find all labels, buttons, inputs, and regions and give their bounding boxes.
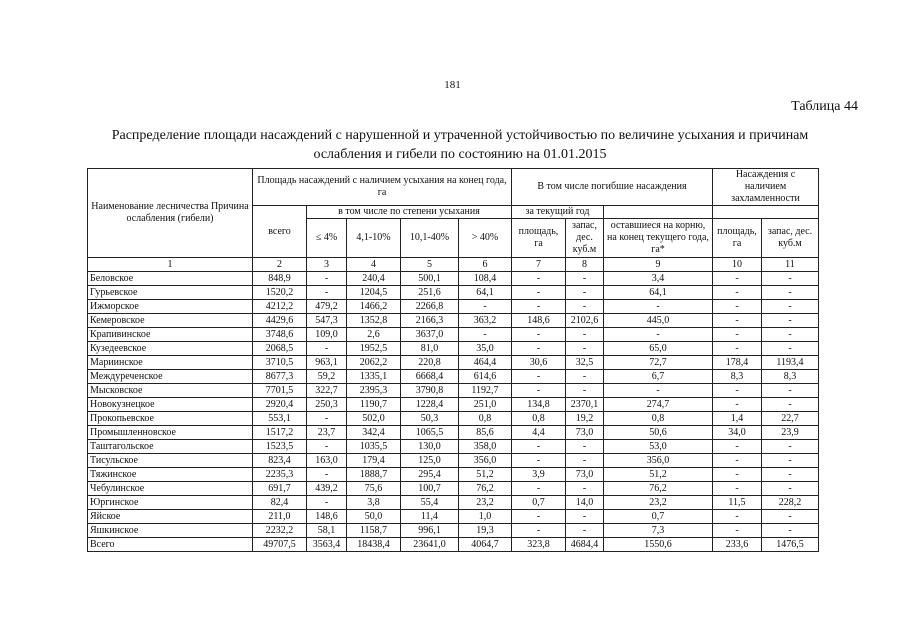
table-cell: 322,7 [307,384,347,398]
table-cell: 179,4 [347,454,401,468]
table-cell: - [713,468,762,482]
table-cell: - [762,398,819,412]
table-cell: 211,0 [253,510,307,524]
forestry-name: Новокузнецкое [88,398,253,412]
table-cell: 2235,3 [253,468,307,482]
table-cell: - [512,342,566,356]
table-cell: 1190,7 [347,398,401,412]
table-cell: 1520,2 [253,286,307,300]
header-litter-empty [713,206,819,219]
table-cell: 35,0 [459,342,512,356]
table-cell: 1466,2 [347,300,401,314]
table-cell: 59,2 [307,370,347,384]
table-cell: 22,7 [762,412,819,426]
table-cell: 479,2 [307,300,347,314]
table-cell: - [713,510,762,524]
forestry-name: Юргинское [88,496,253,510]
table-cell: 2920,4 [253,398,307,412]
header-by-degree: в том числе по степени усыхания [307,206,512,219]
header-dead-stock: запас, дес. куб.м [566,219,604,258]
table-cell: - [713,524,762,538]
table-cell: 1476,5 [762,538,819,552]
table-cell: - [307,440,347,454]
table-cell: 996,1 [401,524,459,538]
table-cell: 49707,5 [253,538,307,552]
forestry-name: Междуреченское [88,370,253,384]
table-row [88,426,819,440]
table-cell: 50,6 [604,426,713,440]
table-cell: - [566,272,604,286]
table-cell: 73,0 [566,468,604,482]
table-cell: - [566,370,604,384]
forestry-name: Мысковское [88,384,253,398]
table-row [88,510,819,524]
table-cell: - [566,510,604,524]
table-row [88,496,819,510]
table-cell: - [307,272,347,286]
table-cell: 125,0 [401,454,459,468]
table-cell: 1523,5 [253,440,307,454]
table-cell: - [459,300,512,314]
column-number: 6 [459,258,512,272]
table-cell: - [762,454,819,468]
table-cell: 0,7 [512,496,566,510]
table-cell: - [307,286,347,300]
table-cell: 1550,6 [604,538,713,552]
forestry-name: Тисульское [88,454,253,468]
table-cell: 691,7 [253,482,307,496]
table-body [88,258,819,552]
table-cell: - [762,314,819,328]
forestry-name: Кемеровское [88,314,253,328]
table-cell: 1952,5 [347,342,401,356]
column-number: 10 [713,258,762,272]
table-cell: - [604,384,713,398]
table-cell: 100,7 [401,482,459,496]
table-cell: - [566,384,604,398]
table-cell: - [604,328,713,342]
table-cell: - [762,524,819,538]
forestry-name: Тяжинское [88,468,253,482]
table-cell: 65,0 [604,342,713,356]
table-cell: - [566,342,604,356]
table-cell: 76,2 [604,482,713,496]
table-cell: 3637,0 [401,328,459,342]
table-cell: - [713,440,762,454]
table-row [88,342,819,356]
table-cell: - [713,314,762,328]
forestry-name: Промышленновское [88,426,253,440]
table-cell: - [713,384,762,398]
table-row [88,328,819,342]
table-cell: 1192,7 [459,384,512,398]
table-cell: 358,0 [459,440,512,454]
table-cell: 7701,5 [253,384,307,398]
header-degree-4: > 40% [459,219,512,258]
table-cell: 2062,2 [347,356,401,370]
table-cell: 2395,3 [347,384,401,398]
table-cell: 34,0 [713,426,762,440]
table-cell: 2102,6 [566,314,604,328]
table-cell: 3790,8 [401,384,459,398]
table-cell: 50,0 [347,510,401,524]
table-cell: 1,0 [459,510,512,524]
table-cell: 23,2 [604,496,713,510]
table-cell: 240,4 [347,272,401,286]
table-cell: 2266,8 [401,300,459,314]
table-cell: - [459,328,512,342]
table-label: Таблица 44 [791,99,858,114]
table-row [88,314,819,328]
table-cell: - [713,286,762,300]
table-row [88,272,819,286]
table-cell: 1158,7 [347,524,401,538]
table-cell: 4212,2 [253,300,307,314]
column-number: 1 [88,258,253,272]
forestry-name: Чебулинское [88,482,253,496]
table-cell: 963,1 [307,356,347,370]
table-cell: 108,4 [459,272,512,286]
forestry-name: Таштагольское [88,440,253,454]
table-cell: - [762,510,819,524]
table-cell: 64,1 [604,286,713,300]
table-row [88,370,819,384]
table-cell: 1335,1 [347,370,401,384]
table-cell: 4,4 [512,426,566,440]
table-cell: 19,3 [459,524,512,538]
table-cell: - [713,454,762,468]
table-cell: 64,1 [459,286,512,300]
table-cell: 75,6 [347,482,401,496]
table-cell: 81,0 [401,342,459,356]
table-cell: 323,8 [512,538,566,552]
table-cell: 73,0 [566,426,604,440]
header-total: всего [253,206,307,258]
table-cell: 274,7 [604,398,713,412]
table-cell: 614,6 [459,370,512,384]
header-litter-area: площадь, га [713,219,762,258]
table-cell: - [512,454,566,468]
table-cell: 51,2 [604,468,713,482]
table-cell: - [566,524,604,538]
table-cell: 30,6 [512,356,566,370]
table-cell: 53,0 [604,440,713,454]
table-cell: - [512,370,566,384]
table-cell: 11,4 [401,510,459,524]
table-cell: 3,8 [347,496,401,510]
table-cell: 228,2 [762,496,819,510]
table-cell: 233,6 [713,538,762,552]
table-cell: - [713,300,762,314]
header-name-column: Наименование лесничества Причина ослабления (гибели) [88,169,253,258]
column-number: 8 [566,258,604,272]
table-cell: 4064,7 [459,538,512,552]
column-number: 9 [604,258,713,272]
header-litter-group: Насаждения с наличием захламленности [713,169,819,206]
table-cell: 464,4 [459,356,512,370]
column-number: 5 [401,258,459,272]
forestry-name: Яйское [88,510,253,524]
table-row [88,300,819,314]
table-cell: 23641,0 [401,538,459,552]
table-cell: - [713,342,762,356]
table-cell: 8,3 [762,370,819,384]
table-cell: 1,4 [713,412,762,426]
table-cell: 2068,5 [253,342,307,356]
table-cell: 356,0 [459,454,512,468]
table-cell: 7,3 [604,524,713,538]
table-cell: 220,8 [401,356,459,370]
table-cell: - [512,272,566,286]
table-cell: 0,8 [512,412,566,426]
total-row [88,538,819,552]
table-cell: 356,0 [604,454,713,468]
header-degree-2: 4,1-10% [347,219,401,258]
table-cell: - [307,468,347,482]
table-cell: - [713,398,762,412]
table-cell: 2232,2 [253,524,307,538]
table-row [88,440,819,454]
table-cell: - [512,286,566,300]
table-cell: - [762,482,819,496]
table-cell: 4684,4 [566,538,604,552]
table-cell: - [566,440,604,454]
table-cell: - [566,328,604,342]
table-cell: - [762,440,819,454]
table-cell: 23,9 [762,426,819,440]
table-cell: - [512,328,566,342]
table-cell: 823,4 [253,454,307,468]
table-row [88,356,819,370]
table-row [88,412,819,426]
table-cell: - [512,384,566,398]
page-number: 181 [444,79,461,91]
table-cell: - [762,272,819,286]
table-cell: 1204,5 [347,286,401,300]
table-cell: 51,2 [459,468,512,482]
table-cell: - [762,300,819,314]
forestry-name: Гурьевское [88,286,253,300]
forest-damage-table [87,168,819,552]
table-row [88,398,819,412]
table-cell: - [762,342,819,356]
table-cell: - [762,468,819,482]
table-cell: 148,6 [512,314,566,328]
forestry-name: Мариинское [88,356,253,370]
table-cell: 178,4 [713,356,762,370]
header-degree-3: 10,1-40% [401,219,459,258]
table-cell: - [713,482,762,496]
table-cell: 18438,4 [347,538,401,552]
table-cell: 11,5 [713,496,762,510]
header-area-group: Площадь насаждений с наличием усыхания на конец года, га [253,169,512,206]
table-cell: 3563,4 [307,538,347,552]
table-cell: 439,2 [307,482,347,496]
header-degree-1: ≤ 4% [307,219,347,258]
table-cell: 8,3 [713,370,762,384]
table-cell: - [762,286,819,300]
table-cell: 500,1 [401,272,459,286]
forestry-name: Кузедеевское [88,342,253,356]
table-cell: 2166,3 [401,314,459,328]
table-cell: 130,0 [401,440,459,454]
table-cell: - [512,440,566,454]
table-cell: - [307,342,347,356]
header-litter-stock: запас, дес. куб.м [762,219,819,258]
table-row [88,384,819,398]
table-cell: 251,6 [401,286,459,300]
column-number: 3 [307,258,347,272]
table-cell: 23,7 [307,426,347,440]
table-cell: - [566,286,604,300]
forestry-name: Всего [88,538,253,552]
table-cell: 445,0 [604,314,713,328]
table-cell: 76,2 [459,482,512,496]
column-number: 4 [347,258,401,272]
table-cell: - [512,524,566,538]
forestry-name: Прокопьевское [88,412,253,426]
table-cell: - [604,300,713,314]
table-cell: 3,4 [604,272,713,286]
header-dead-area: площадь, га [512,219,566,258]
table-cell: 1228,4 [401,398,459,412]
table-cell: - [512,510,566,524]
table-cell: - [307,412,347,426]
header-current-year: за текущий год [512,206,604,219]
column-number-row [88,258,819,272]
table-cell: 8677,3 [253,370,307,384]
table-cell: 848,9 [253,272,307,286]
table-cell: - [566,482,604,496]
table-cell: 250,3 [307,398,347,412]
table-cell: 4429,6 [253,314,307,328]
table-cell: 0,8 [604,412,713,426]
table-cell: 6668,4 [401,370,459,384]
table-cell: 0,7 [604,510,713,524]
column-number: 7 [512,258,566,272]
table-cell: 148,6 [307,510,347,524]
table-cell: 23,2 [459,496,512,510]
table-row [88,286,819,300]
table-caption [60,126,860,164]
table-row [88,482,819,496]
forestry-name: Ижморское [88,300,253,314]
table-cell: 553,1 [253,412,307,426]
column-number: 2 [253,258,307,272]
table-cell: 363,2 [459,314,512,328]
table-cell: - [512,300,566,314]
header-dead-group: В том числе погибшие насаждения [512,169,713,206]
table-cell: - [566,300,604,314]
table-cell: 163,0 [307,454,347,468]
table-cell: 82,4 [253,496,307,510]
table-cell: 109,0 [307,328,347,342]
table-cell: 1065,5 [401,426,459,440]
caption-line-2: ослабления и гибели по состоянию на 01.01.2015 [313,147,607,162]
table-cell: 6,7 [604,370,713,384]
table-cell: 1517,2 [253,426,307,440]
table-cell: 85,6 [459,426,512,440]
table-cell: 2370,1 [566,398,604,412]
table-cell: 251,0 [459,398,512,412]
table-cell: 14,0 [566,496,604,510]
table-cell: 547,3 [307,314,347,328]
table-cell: 3,9 [512,468,566,482]
forestry-name: Крапивинское [88,328,253,342]
table-cell: 134,8 [512,398,566,412]
table-cell: - [713,272,762,286]
table-cell: - [566,454,604,468]
column-number: 11 [762,258,819,272]
forestry-name: Беловское [88,272,253,286]
table-cell: - [762,328,819,342]
table-cell: 19,2 [566,412,604,426]
table-cell: 32,5 [566,356,604,370]
table-cell: 72,7 [604,356,713,370]
header-remaining-empty [604,206,713,219]
table-cell: 1352,8 [347,314,401,328]
table-cell: 1035,5 [347,440,401,454]
table-cell: 1193,4 [762,356,819,370]
header-remaining: оставшиеся на корню, на конец текущего года, га* [604,219,713,258]
table-cell: 3710,5 [253,356,307,370]
table-row [88,524,819,538]
table-row [88,454,819,468]
table-cell: - [762,384,819,398]
forestry-name: Яшкинское [88,524,253,538]
table-cell: - [307,496,347,510]
table-cell: 502,0 [347,412,401,426]
table-cell: - [512,482,566,496]
table-cell: 3748,6 [253,328,307,342]
table-row [88,468,819,482]
table-cell: 295,4 [401,468,459,482]
table-cell: - [713,328,762,342]
table-cell: 55,4 [401,496,459,510]
table-cell: 0,8 [459,412,512,426]
table-cell: 50,3 [401,412,459,426]
table-cell: 1888,7 [347,468,401,482]
table-cell: 58,1 [307,524,347,538]
table-cell: 2,6 [347,328,401,342]
table-cell: 342,4 [347,426,401,440]
caption-line-1: Распределение площади насаждений с нарушенной и утраченной устойчивостью по величине усыхания и причинам [111,128,809,143]
